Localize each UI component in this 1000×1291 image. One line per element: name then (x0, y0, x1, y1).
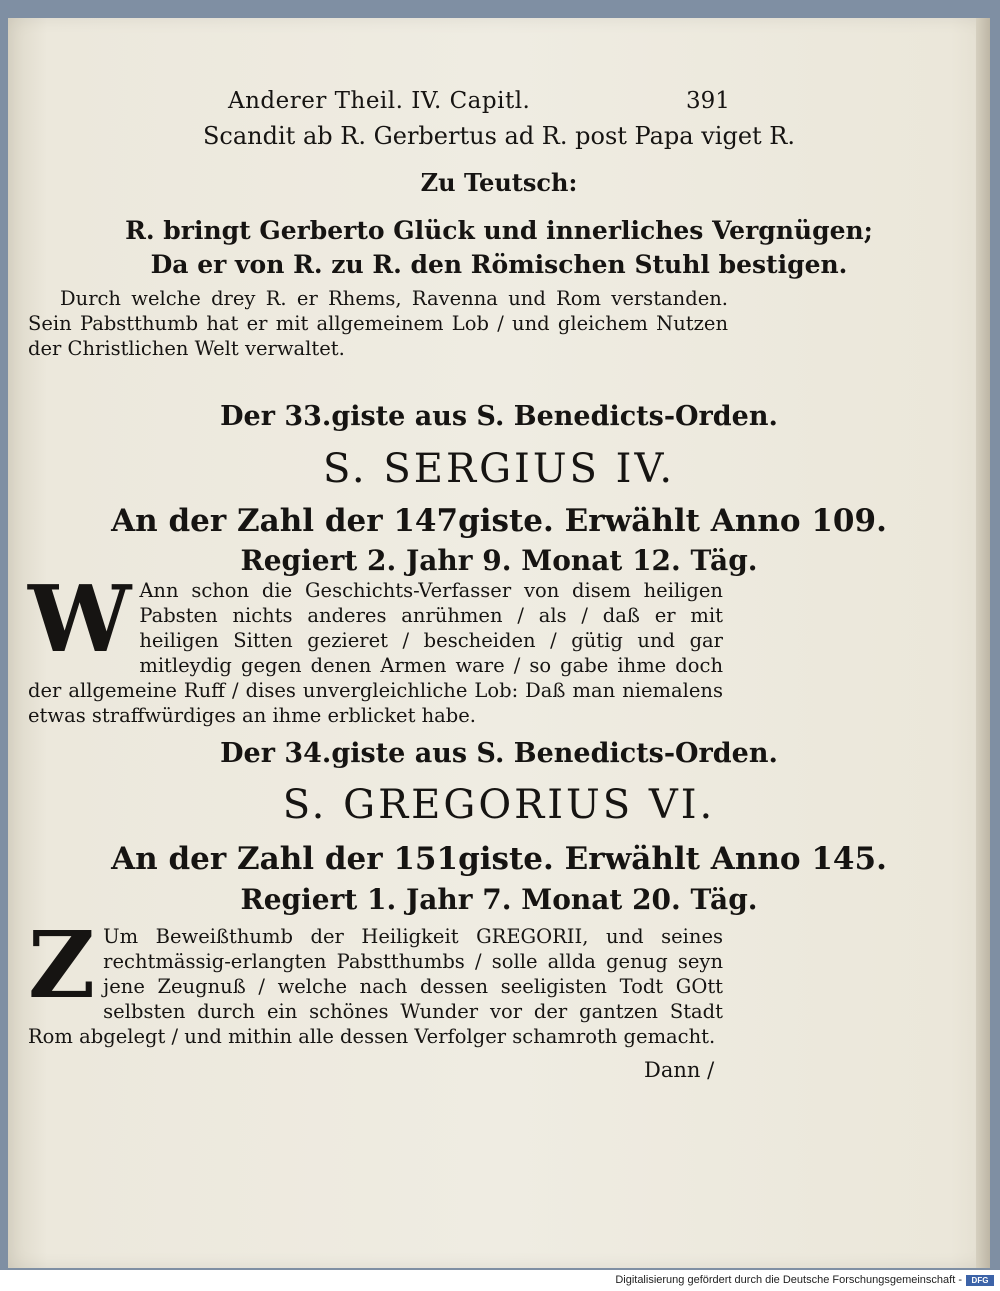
section-order-title: Der 33.giste aus S. Benedicts-Orden. (220, 401, 778, 432)
dfg-logo-icon: DFG (966, 1275, 994, 1286)
section-body (28, 565, 723, 728)
election-line: An der Zahl der 151giste. Erwählt Anno 145. (111, 841, 887, 877)
section-body (28, 911, 723, 1049)
body-text: Um Beweißthumb der Heiligkeit GREGORII, und seines rechtmässig-erlangten Pabstthumbs / solle allda genug seyn jene Zeugnuß / welche nach dessen seeligisten Todt GOtt selbsten durch ein schönes Wunder vor der gantzen Stadt Rom abgelegt / und mithin alle dessen Verfolger schamroth gemacht. (28, 925, 723, 1048)
page-number: 391 (686, 88, 730, 114)
book-page (8, 18, 990, 1268)
digitization-credit (615, 1274, 994, 1286)
pope-name: S. GREGORIUS VI. (282, 782, 716, 828)
reign-line: Regiert 1. Jahr 7. Monat 20. Täg. (240, 883, 758, 916)
drop-cap: W (28, 565, 132, 673)
election-line: An der Zahl der 147giste. Erwählt Anno 109. (111, 503, 887, 539)
verse-line-1: R. bringt Gerberto Glück und innerliches Vergnügen; (125, 216, 873, 245)
section-order-title: Der 34.giste aus S. Benedicts-Orden. (220, 738, 778, 769)
verse-line-2: Da er von R. zu R. den Römischen Stuhl bestigen. (150, 250, 848, 279)
drop-cap: Z (28, 911, 96, 1019)
reign-line: Regiert 2. Jahr 9. Monat 12. Täg. (240, 544, 758, 577)
latin-verse: Scandit ab R. Gerbertus ad R. post Papa viget R. (202, 122, 795, 150)
catchword: Dann / (644, 1058, 715, 1082)
body-text: Ann schon die Geschichts-Verfasser von disem heiligen Pabsten nichts anderes anrühmen / als / daß er mit heiligen Sitten gezieret / bescheiden / gütig und gar mitleydig gegen denen Armen ware / so gabe ihme doch der allgemeine Ruff / dises unvergleichliche Lob: Daß man niemalens etwas straffwürdiges an ihme erblicket habe. (28, 579, 723, 727)
intro-paragraph: Durch welche drey R. er Rhems, Ravenna und Rom verstanden. Sein Pabstthumb hat er mit allgemeinem Lob / und gleichem Nutzen der Christlichen Welt verwaltet. (28, 287, 728, 360)
running-head: Anderer Theil. IV. Capitl. (228, 88, 531, 114)
translation-heading: Zu Teutsch: (420, 168, 578, 197)
page-edge (976, 18, 990, 1268)
credit-text: Digitalisierung gefördert durch die Deutsche Forschungsgemeinschaft - (615, 1274, 962, 1286)
pope-name: S. SERGIUS IV. (322, 446, 676, 492)
